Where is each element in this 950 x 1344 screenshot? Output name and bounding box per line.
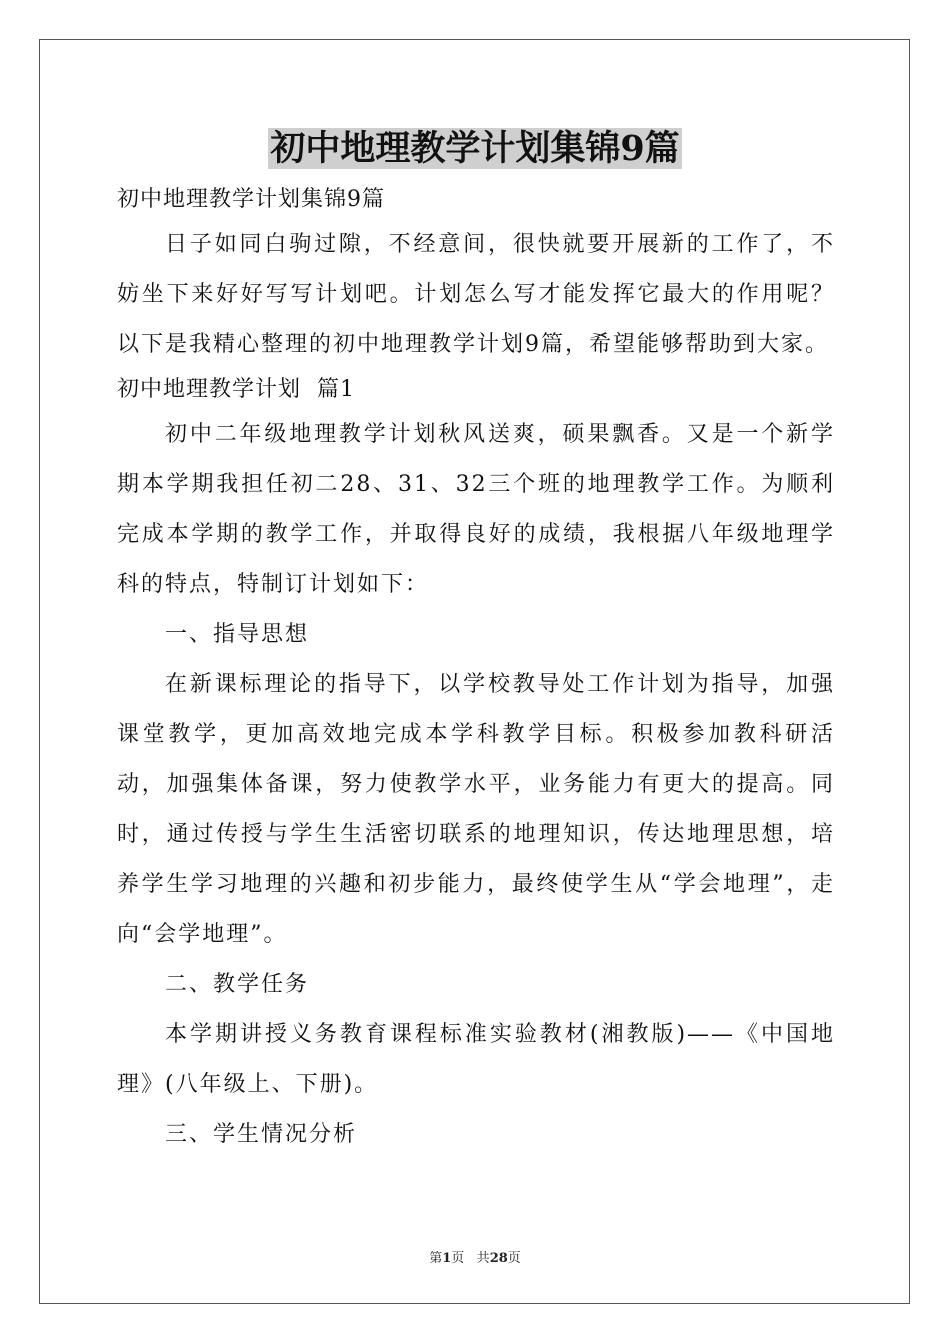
document-subtitle: 初中地理教学计划集锦9篇 [117, 187, 385, 212]
total-prefix: 共 [476, 1251, 490, 1266]
paragraph-3: 本学期讲授义务教育课程标准实验教材(湘教版)——《中国地理》(八年级上、下册)。 [117, 1022, 835, 1097]
total-pages: 28 [489, 1251, 508, 1266]
page-prefix: 第 [429, 1251, 443, 1266]
total-suffix: 页 [507, 1251, 521, 1266]
document-body [117, 180, 835, 1160]
page-number: 1 [442, 1251, 452, 1266]
document-title-text: 初中地理教学计划集锦9篇 [270, 128, 680, 169]
heading-student-analysis: 三、学生情况分析 [165, 1122, 358, 1147]
paragraph-2: 在新课标理论的指导下，以学校教导处工作计划为指导，加强课堂教学，更加高效地完成本学科教学目标。积极参加教科研活动，加强集体备课，努力使教学水平，业务能力有更大的提高。同时，通过传授与学生生活密切联系的地理知识，传达地理思想，培养学生学习地理的兴趣和初步能力，最终使学生从“学会地理”，走向“会学地理”。 [117, 672, 835, 947]
document-title [0, 125, 950, 173]
intro-paragraph: 日子如同白驹过隙，不经意间，很快就要开展新的工作了，不妨坐下来好好写写计划吧。计划怎么写才能发挥它最大的作用呢？以下是我精心整理的初中地理教学计划9篇，希望能够帮助到大家。 [117, 232, 835, 357]
section-title: 初中地理教学计划 篇1 [117, 377, 355, 402]
paragraph-1: 初中二年级地理教学计划秋风送爽，硕果飘香。又是一个新学期本学期我担任初二28、31、32三个班的地理教学工作。为顺利完成本学期的教学工作，并取得良好的成绩，我根据八年级地理学科的特点，特制订计划如下： [117, 422, 835, 597]
page-suffix: 页 [451, 1251, 465, 1266]
heading-teaching-tasks: 二、教学任务 [165, 972, 310, 997]
heading-guiding-thought: 一、指导思想 [165, 622, 310, 647]
page-footer [0, 1247, 950, 1266]
